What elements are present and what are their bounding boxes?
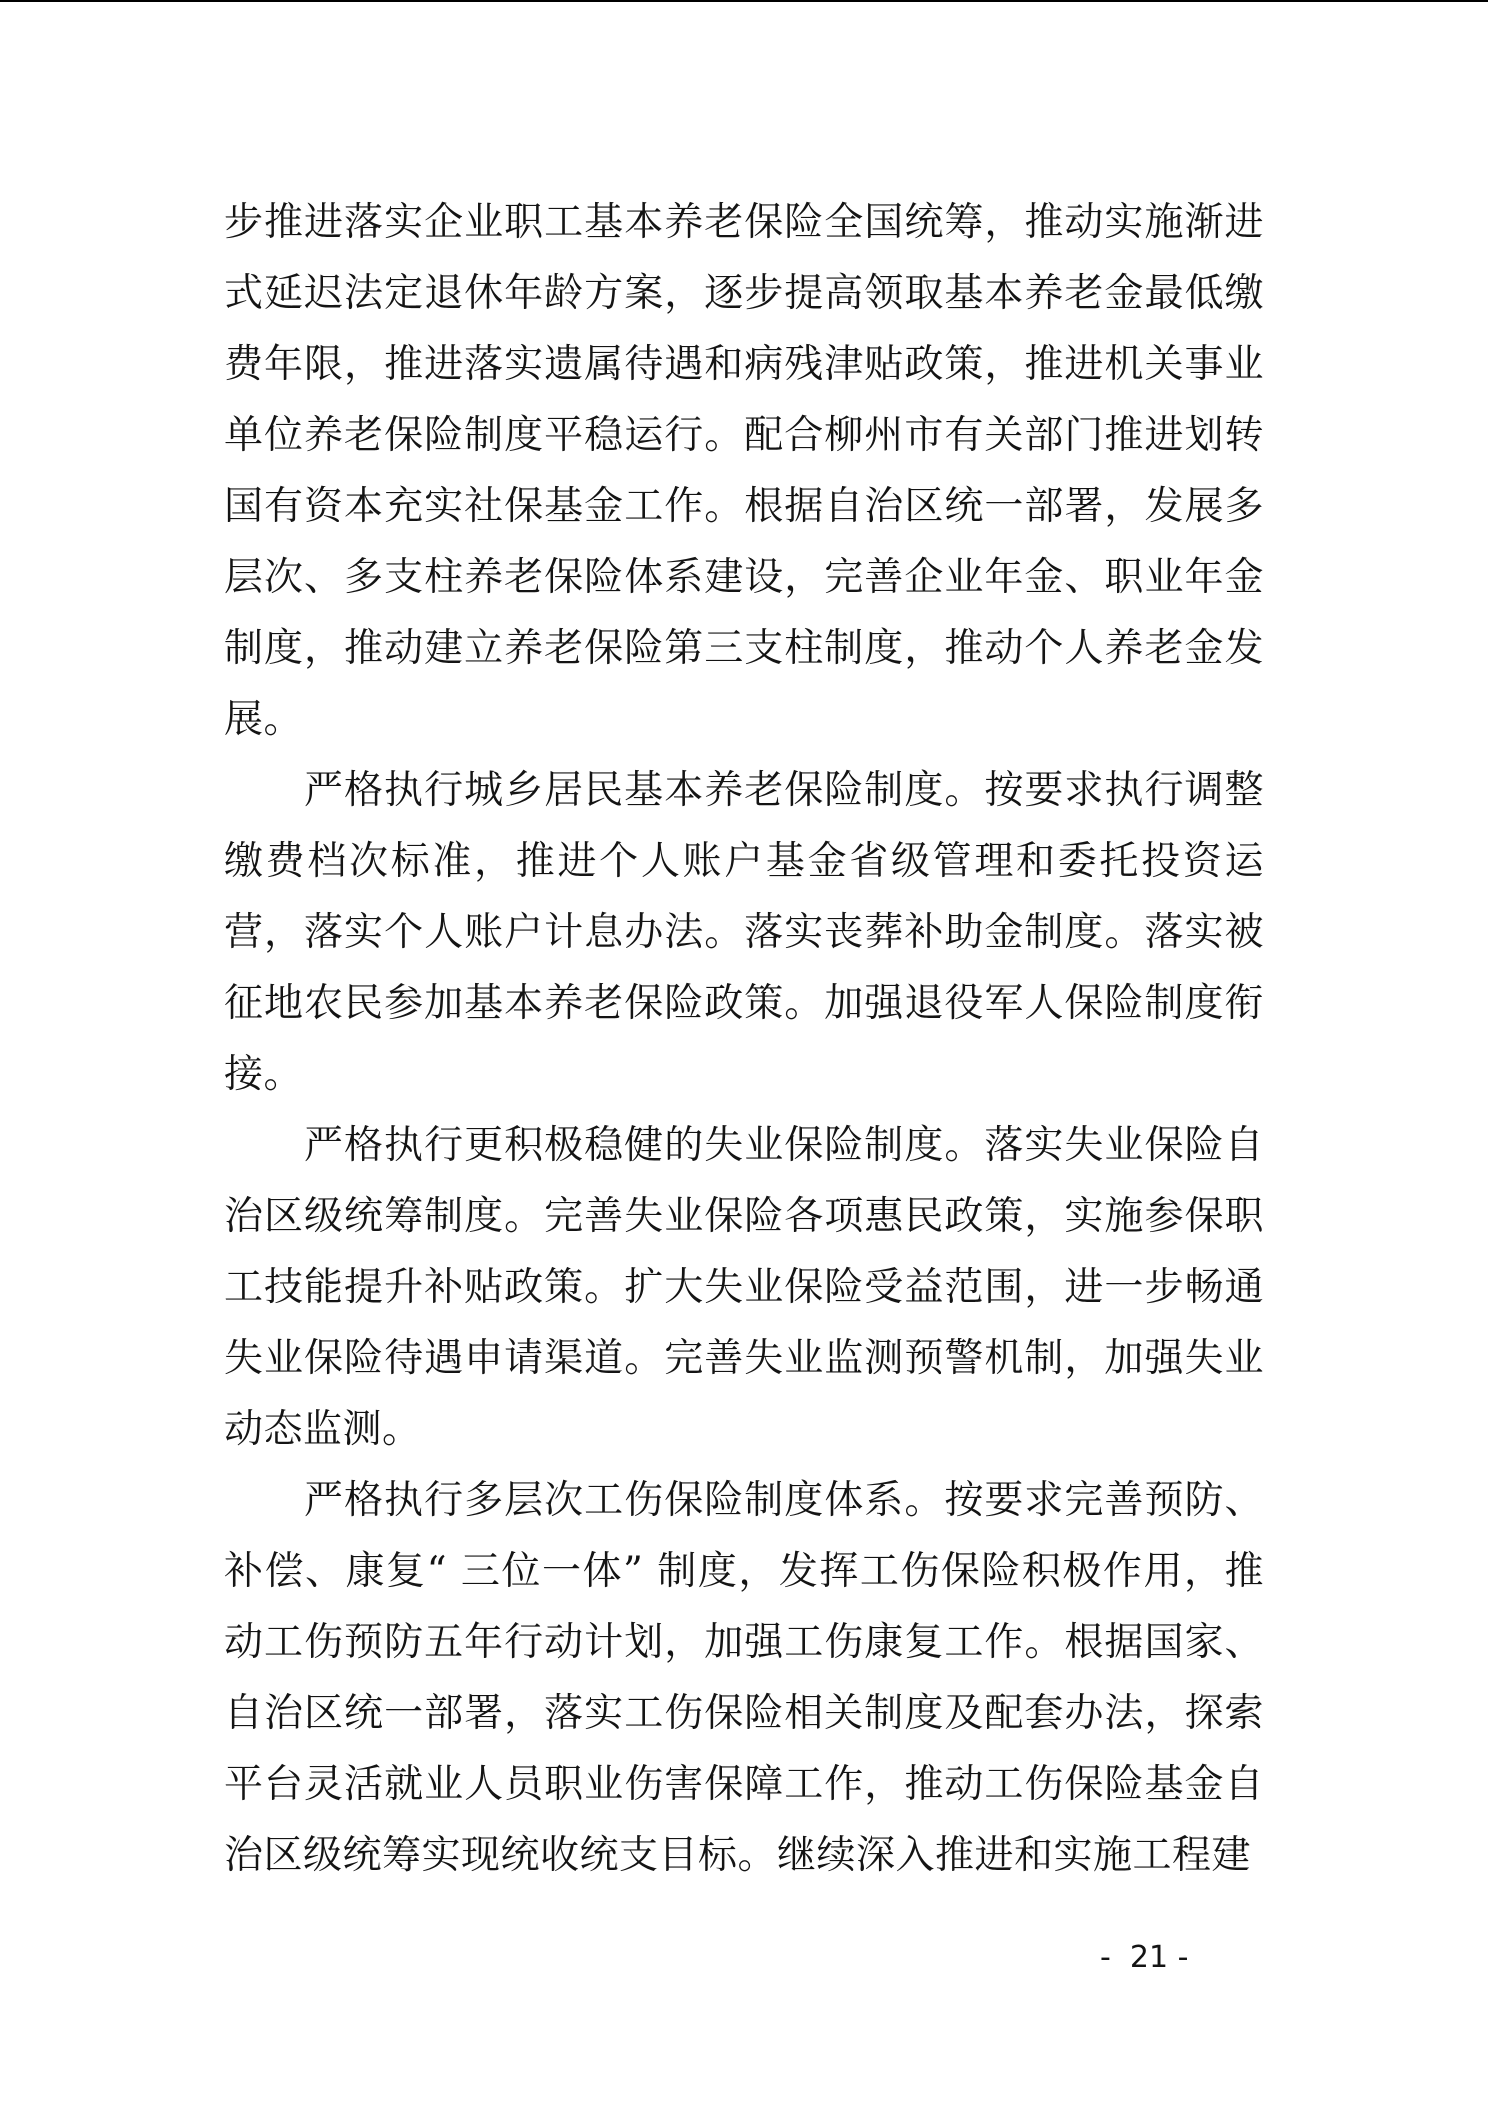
paragraph-pension-coordination: 步推进落实企业职工基本养老保险全国统筹，推动实施渐进式延迟法定退休年龄方案，逐步提高领取基本养老金最低缴费年限，推进落实遗属待遇和病残津贴政策，推进机关事业单位养老保险制度平稳运行。配合柳州市有关部门推进划转国有资本充实社保基金工作。根据自治区统一部署，发展多层次、多支柱养老保险体系建设，完善企业年金、职业年金制度，推动建立养老保险第三支柱制度，推动个人养老金发展。 (224, 200, 1264, 742)
page-number: - 21 - (1100, 1940, 1189, 1975)
paragraph-rural-urban-pension: 严格执行城乡居民基本养老保险制度。按要求执行调整缴费档次标准，推进个人账户基金省级管理和委托投资运营，落实个人账户计息办法。落实丧葬补助金制度。落实被征地农民参加基本养老保险政策。加强退役军人保险制度衔接。 (224, 768, 1264, 1097)
document-body (224, 187, 1264, 1891)
paragraph-work-injury-insurance: 严格执行多层次工伤保险制度体系。按要求完善预防、补偿、康复“ 三位一体” 制度，发挥工伤保险积极作用，推动工伤预防五年行动计划，加强工伤康复工作。根据国家、自治区统一部署，落实工伤保险相关制度及配套办法，探索平台灵活就业人员职业伤害保障工作，推动工伤保险基金自治区级统筹实现统收统支目标。继续深入推进和实施工程建 (224, 1478, 1264, 1878)
top-border (0, 0, 1488, 2)
paragraph-unemployment-insurance: 严格执行更积极稳健的失业保险制度。落实失业保险自治区级统筹制度。完善失业保险各项惠民政策，实施参保职工技能提升补贴政策。扩大失业保险受益范围，进一步畅通失业保险待遇申请渠道。完善失业监测预警机制，加强失业动态监测。 (224, 1123, 1264, 1452)
